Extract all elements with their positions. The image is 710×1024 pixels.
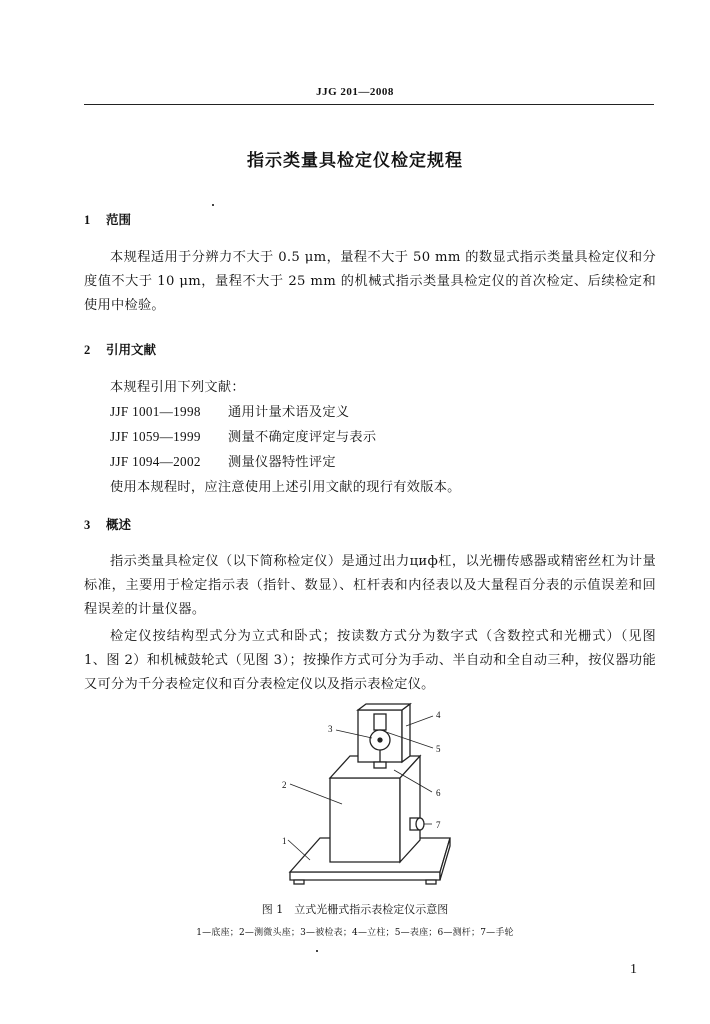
- hand-wheel-face: [416, 818, 424, 830]
- section-heading-overview: [84, 515, 131, 533]
- dial-center: [378, 738, 382, 742]
- reference-code: JJF 1059—1999: [110, 429, 201, 444]
- document-title: 指示类量具检定仪检定规程: [247, 151, 463, 171]
- references-note: 使用本规程时，应注意使用上述引用文献的现行有效版本。: [110, 480, 461, 495]
- leader-line-1: [288, 840, 310, 860]
- column-side: [402, 704, 410, 762]
- section-heading-references: [84, 340, 156, 358]
- callout-6: 6: [436, 788, 441, 798]
- callout-2: 2: [282, 780, 287, 790]
- section-number: 3: [84, 518, 91, 532]
- column-top: [358, 704, 410, 710]
- reference-name: 通用计量术语及定义: [228, 405, 350, 420]
- section-title: 引用文献: [106, 342, 157, 357]
- callout-5: 5: [436, 744, 441, 754]
- callout-1: 1: [282, 836, 287, 846]
- instrument-schematic: [250, 700, 480, 900]
- base-foot: [294, 880, 304, 884]
- references-intro: 本规程引用下列文献：: [110, 380, 245, 395]
- body-front-face: [330, 778, 400, 862]
- callout-3: 3: [328, 724, 333, 734]
- section-title: 概述: [106, 517, 132, 532]
- section-number: 2: [84, 343, 91, 357]
- section-title: 范围: [106, 212, 132, 227]
- overview-paragraph-1: 指示类量具检定仪（以下简称检定仪）是通过出力циф杠，以光栅传感器或精密丝杠为计量标准，主要用于检定指示表（指针、数显）、杠杆表和内径表以及大量程百分表的示值误差和回程误差的计量仪器。: [84, 554, 656, 617]
- base-front-face: [290, 872, 440, 880]
- figure-caption: 图 1 立式光栅式指示表检定仪示意图: [261, 903, 449, 916]
- dial-holder: [374, 714, 386, 730]
- header-rule: [84, 104, 654, 105]
- reference-code: JJF 1094—2002: [110, 454, 201, 469]
- scan-speck: [212, 204, 214, 206]
- reference-item: [110, 401, 349, 420]
- figure-legend: 1—底座；2—测微头座；3—被检表；4—立柱；5—表座；6—测杆；7—手轮: [196, 928, 514, 938]
- reference-name: 测量不确定度评定与表示: [228, 430, 377, 445]
- reference-code: JJF 1001—1998: [110, 404, 201, 419]
- section-heading-scope: [84, 210, 131, 228]
- callout-4: 4: [436, 710, 441, 720]
- base-foot: [426, 880, 436, 884]
- section-number: 1: [84, 213, 91, 227]
- page-number: 1: [630, 962, 637, 977]
- reference-name: 测量仪器特性评定: [228, 455, 336, 470]
- figure-1-diagram: [250, 700, 480, 900]
- callout-7: 7: [436, 820, 441, 830]
- stem-collar: [374, 762, 386, 768]
- scan-speck: [316, 950, 318, 952]
- reference-item: [110, 426, 376, 445]
- overview-paragraph-2: 检定仪按结构型式分为立式和卧式；按读数方式分为数字式（含数控式和光栅式）（见图 1、图 2）和机械鼓轮式（见图 3）；按操作方式可分为手动、半自动和全自动三种，按仪器功能又可分为千分表检定仪和百分表检定仪以及指示表检定仪。: [84, 629, 656, 692]
- reference-item: [110, 451, 336, 470]
- scope-paragraph: 本规程适用于分辨力不大于 0.5 μm，量程不大于 50 mm 的数显式指示类量具检定仪和分度值不大于 10 μm，量程不大于 25 mm 的机械式指示类量具检定仪的首次检定、后续检定和使用中检验。: [84, 250, 656, 313]
- standard-code: JJG 201—2008: [316, 86, 394, 98]
